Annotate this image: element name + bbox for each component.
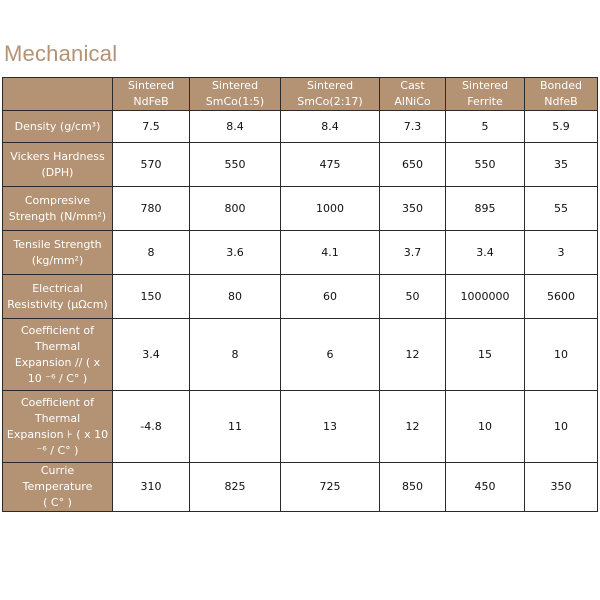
table-cell: 450 — [446, 463, 525, 512]
table-cell: 550 — [446, 143, 525, 187]
table-cell: 310 — [113, 463, 190, 512]
table-cell: 780 — [113, 187, 190, 231]
table-cell: 8 — [190, 319, 281, 391]
table-cell: 825 — [190, 463, 281, 512]
table-cell: 8 — [113, 231, 190, 275]
mechanical-properties-table — [2, 77, 598, 512]
header-corner-cell — [3, 78, 113, 111]
row-label-thermal-expansion-parallel: Coefficient of Thermal Expansion // ( x 10 ⁻⁶ / C° ) — [3, 319, 113, 391]
table-cell: 150 — [113, 275, 190, 319]
table-cell: 8.4 — [281, 111, 380, 143]
table-row — [3, 391, 598, 463]
table-cell: 3.6 — [190, 231, 281, 275]
table-cell: 80 — [190, 275, 281, 319]
table-cell: 3.4 — [113, 319, 190, 391]
table-cell: 5600 — [525, 275, 598, 319]
table-row — [3, 319, 598, 391]
row-label-electrical-resistivity: Electrical Resistivity (μΩcm) — [3, 275, 113, 319]
column-header-sintered-smco-1-5: Sintered SmCo(1:5) — [190, 78, 281, 111]
table-row — [3, 275, 598, 319]
table-cell: 1000 — [281, 187, 380, 231]
table-cell: 570 — [113, 143, 190, 187]
table-cell: 350 — [525, 463, 598, 512]
header-row — [3, 78, 598, 111]
table-cell: 60 — [281, 275, 380, 319]
table-cell: 4.1 — [281, 231, 380, 275]
table-cell: 10 — [525, 391, 598, 463]
table-cell: 12 — [380, 319, 446, 391]
row-label-thermal-expansion-perpendicular: Coefficient of Thermal Expansion ⊦ ( x 10 ⁻⁶ / C° ) — [3, 391, 113, 463]
column-header-bonded-ndfeb: Bonded NdfeB — [525, 78, 598, 111]
table-cell: 8.4 — [190, 111, 281, 143]
table-cell: 850 — [380, 463, 446, 512]
table-cell: 3 — [525, 231, 598, 275]
table-cell: 50 — [380, 275, 446, 319]
table-cell: 475 — [281, 143, 380, 187]
table-cell: 800 — [190, 187, 281, 231]
page-title: Mechanical — [4, 41, 118, 66]
table-cell: 1000000 — [446, 275, 525, 319]
row-label-compresive-strength: Compresive Strength (N/mm²) — [3, 187, 113, 231]
table-cell: 3.4 — [446, 231, 525, 275]
table-row — [3, 463, 598, 512]
column-header-sintered-ndfeb: Sintered NdFeB — [113, 78, 190, 111]
table-cell: 10 — [446, 391, 525, 463]
table-row — [3, 111, 598, 143]
table-cell: 5.9 — [525, 111, 598, 143]
column-header-sintered-ferrite: Sintered Ferrite — [446, 78, 525, 111]
row-label-vickers-hardness: Vickers Hardness (DPH) — [3, 143, 113, 187]
table-cell: 3.7 — [380, 231, 446, 275]
table-cell: 5 — [446, 111, 525, 143]
row-label-tensile-strength: Tensile Strength (kg/mm²) — [3, 231, 113, 275]
table-cell: 55 — [525, 187, 598, 231]
table-cell: 650 — [380, 143, 446, 187]
table-cell: 7.5 — [113, 111, 190, 143]
table-cell: 15 — [446, 319, 525, 391]
column-header-sintered-smco-2-17: Sintered SmCo(2:17) — [281, 78, 380, 111]
table-cell: 13 — [281, 391, 380, 463]
table-cell: 12 — [380, 391, 446, 463]
table-cell: 7.3 — [380, 111, 446, 143]
table-cell: 11 — [190, 391, 281, 463]
table-cell: 35 — [525, 143, 598, 187]
table-row — [3, 143, 598, 187]
table-cell: 550 — [190, 143, 281, 187]
table-cell: 350 — [380, 187, 446, 231]
table-row — [3, 231, 598, 275]
table-cell: -4.8 — [113, 391, 190, 463]
row-label-density: Density (g/cm³) — [3, 111, 113, 143]
row-label-currie-temperature: Currie Temperature ( C° ) — [3, 463, 113, 512]
table-cell: 10 — [525, 319, 598, 391]
table-cell: 895 — [446, 187, 525, 231]
table-cell: 725 — [281, 463, 380, 512]
table-cell: 6 — [281, 319, 380, 391]
table-row — [3, 187, 598, 231]
column-header-cast-alnico: Cast AlNiCo — [380, 78, 446, 111]
